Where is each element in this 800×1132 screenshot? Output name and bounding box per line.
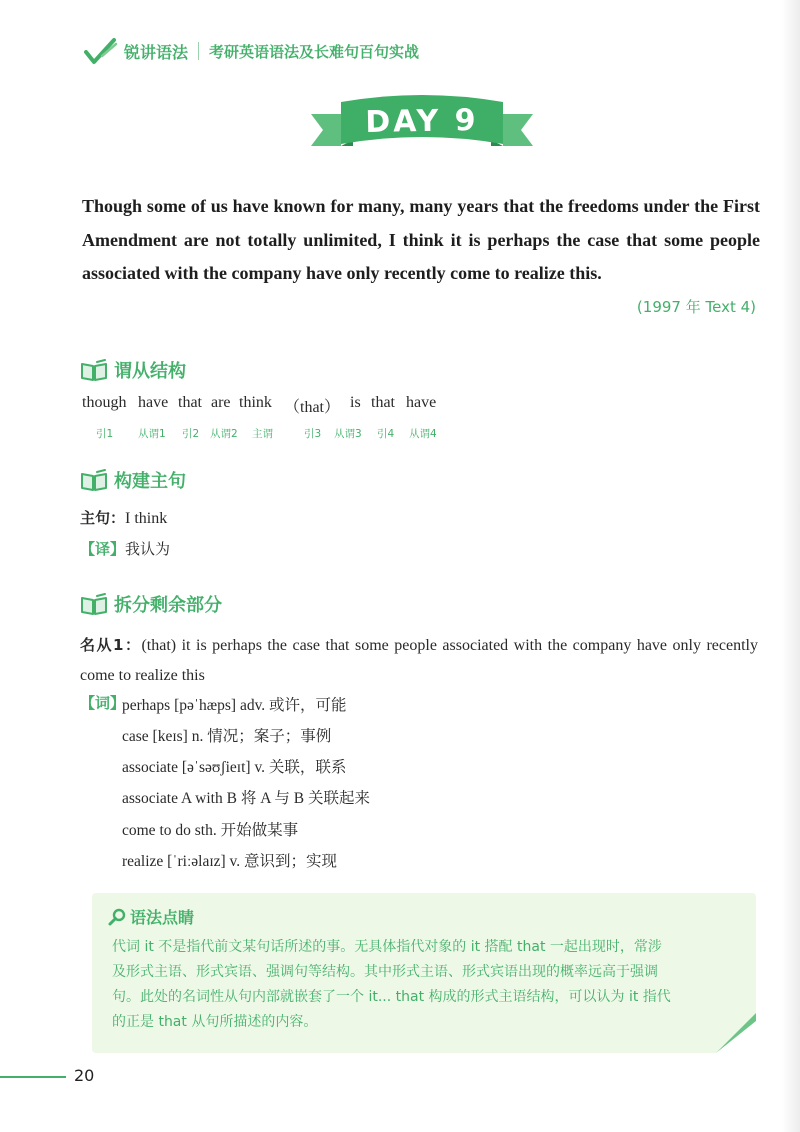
predicate-word: have: [138, 394, 169, 411]
tip-line: 句。此处的名词性从句内部就嵌套了一个 it... that 构成的形式主语结构，可以认为 it 指代: [112, 989, 671, 1005]
predicate-word: though: [82, 394, 127, 411]
book-title: 考研英语语法及长难句百句实战: [209, 42, 420, 61]
predicate-tag: 引2: [182, 428, 200, 440]
predicate-tag: 引4: [377, 428, 395, 440]
running-header: [84, 36, 419, 66]
main-sentence: Though some of us have known for many, many years that the freedoms under the First Amendment are not totally unlimited, I think it is perhaps the case that some people associated with the company have only recently come to realize this.: [82, 196, 760, 283]
page-number: 20: [74, 1066, 95, 1085]
section-build-main-clause: [80, 466, 186, 494]
predicate-tag: 从谓1: [138, 428, 166, 440]
footer-rule: [0, 1076, 66, 1078]
predicate-tag: 从谓2: [210, 428, 238, 440]
main-clause-label: 主句：: [80, 509, 126, 527]
day-banner: [307, 92, 537, 158]
predicate-tag: 从谓3: [334, 428, 362, 440]
translation-text: 我认为: [125, 540, 171, 558]
tip-line: 及形式主语、形式宾语、强调句等结构。其中形式主语、形式宾语出现的概率远高于强调: [112, 964, 658, 980]
main-clause-text: I think: [125, 510, 168, 527]
predicate-tag: 从谓4: [409, 428, 437, 440]
vocab-item: case [keɪs] n. 情况；案子；事例: [122, 728, 332, 745]
main-clause-line: [80, 507, 167, 528]
magnifier-icon: [108, 908, 126, 926]
sentence-source: (1997 年 Text 4): [636, 298, 756, 316]
book-icon: [80, 358, 108, 382]
page-fold-corner: [716, 1013, 756, 1053]
translation-label: 【译】: [80, 540, 126, 558]
book-icon: [80, 592, 108, 616]
tip-body: [112, 935, 732, 1035]
brand-name: 锐讲语法: [124, 42, 189, 62]
noun-clause-label: 名从1：: [80, 636, 142, 654]
header-divider: [198, 42, 199, 60]
section-predicate-structure: [80, 356, 186, 384]
tip-line: 代词 it 不是指代前文某句话所述的事。无具体指代对象的 it 搭配 that 一起出现时，常涉: [112, 939, 662, 955]
predicate-word: is: [350, 394, 361, 411]
translation-line: [80, 538, 170, 559]
tip-header: [108, 905, 194, 928]
predicate-word: that: [371, 394, 395, 411]
section-title: 谓从结构: [114, 361, 186, 382]
predicate-word: that: [178, 394, 202, 411]
predicate-word: have: [406, 394, 437, 411]
predicate-tag: 主谓: [252, 428, 273, 440]
day-label: DAY 9: [365, 102, 479, 140]
predicate-tag: 引1: [96, 428, 114, 440]
section-split-remainder: [80, 590, 222, 618]
page-edge: [782, 0, 800, 1132]
book-icon: [80, 468, 108, 492]
vocab-item: associate A with B 将 A 与 B 关联起来: [122, 790, 371, 807]
vocab-item: realize [ˈriːəlaɪz] v. 意识到；实现: [122, 853, 338, 870]
predicate-word: are: [211, 394, 231, 411]
vocab-item: perhaps [pəˈhæps] adv. 或许，可能: [122, 697, 347, 714]
section-title: 拆分剩余部分: [114, 595, 222, 616]
tip-line: 的正是 that 从句所描述的内容。: [112, 1014, 318, 1030]
predicate-tag: 引3: [304, 428, 322, 440]
vocab-label: 【词】: [80, 694, 126, 712]
section-title: 构建主句: [114, 471, 186, 492]
grammar-tip-box: [92, 893, 756, 1053]
vocab-item: associate [əˈsəʊʃieɪt] v. 关联，联系: [122, 759, 347, 776]
noun-clause-text: (that) it is perhaps the case that some people associated with the company have only recently come to realize this: [80, 637, 759, 684]
tip-title: 语法点睛: [130, 908, 195, 927]
predicate-word: think: [239, 394, 272, 411]
noun-clause-1: [80, 630, 758, 691]
predicate-word: （that）: [284, 399, 340, 416]
vocab-item: come to do sth. 开始做某事: [122, 822, 299, 839]
check-pen-icon: [84, 36, 118, 66]
